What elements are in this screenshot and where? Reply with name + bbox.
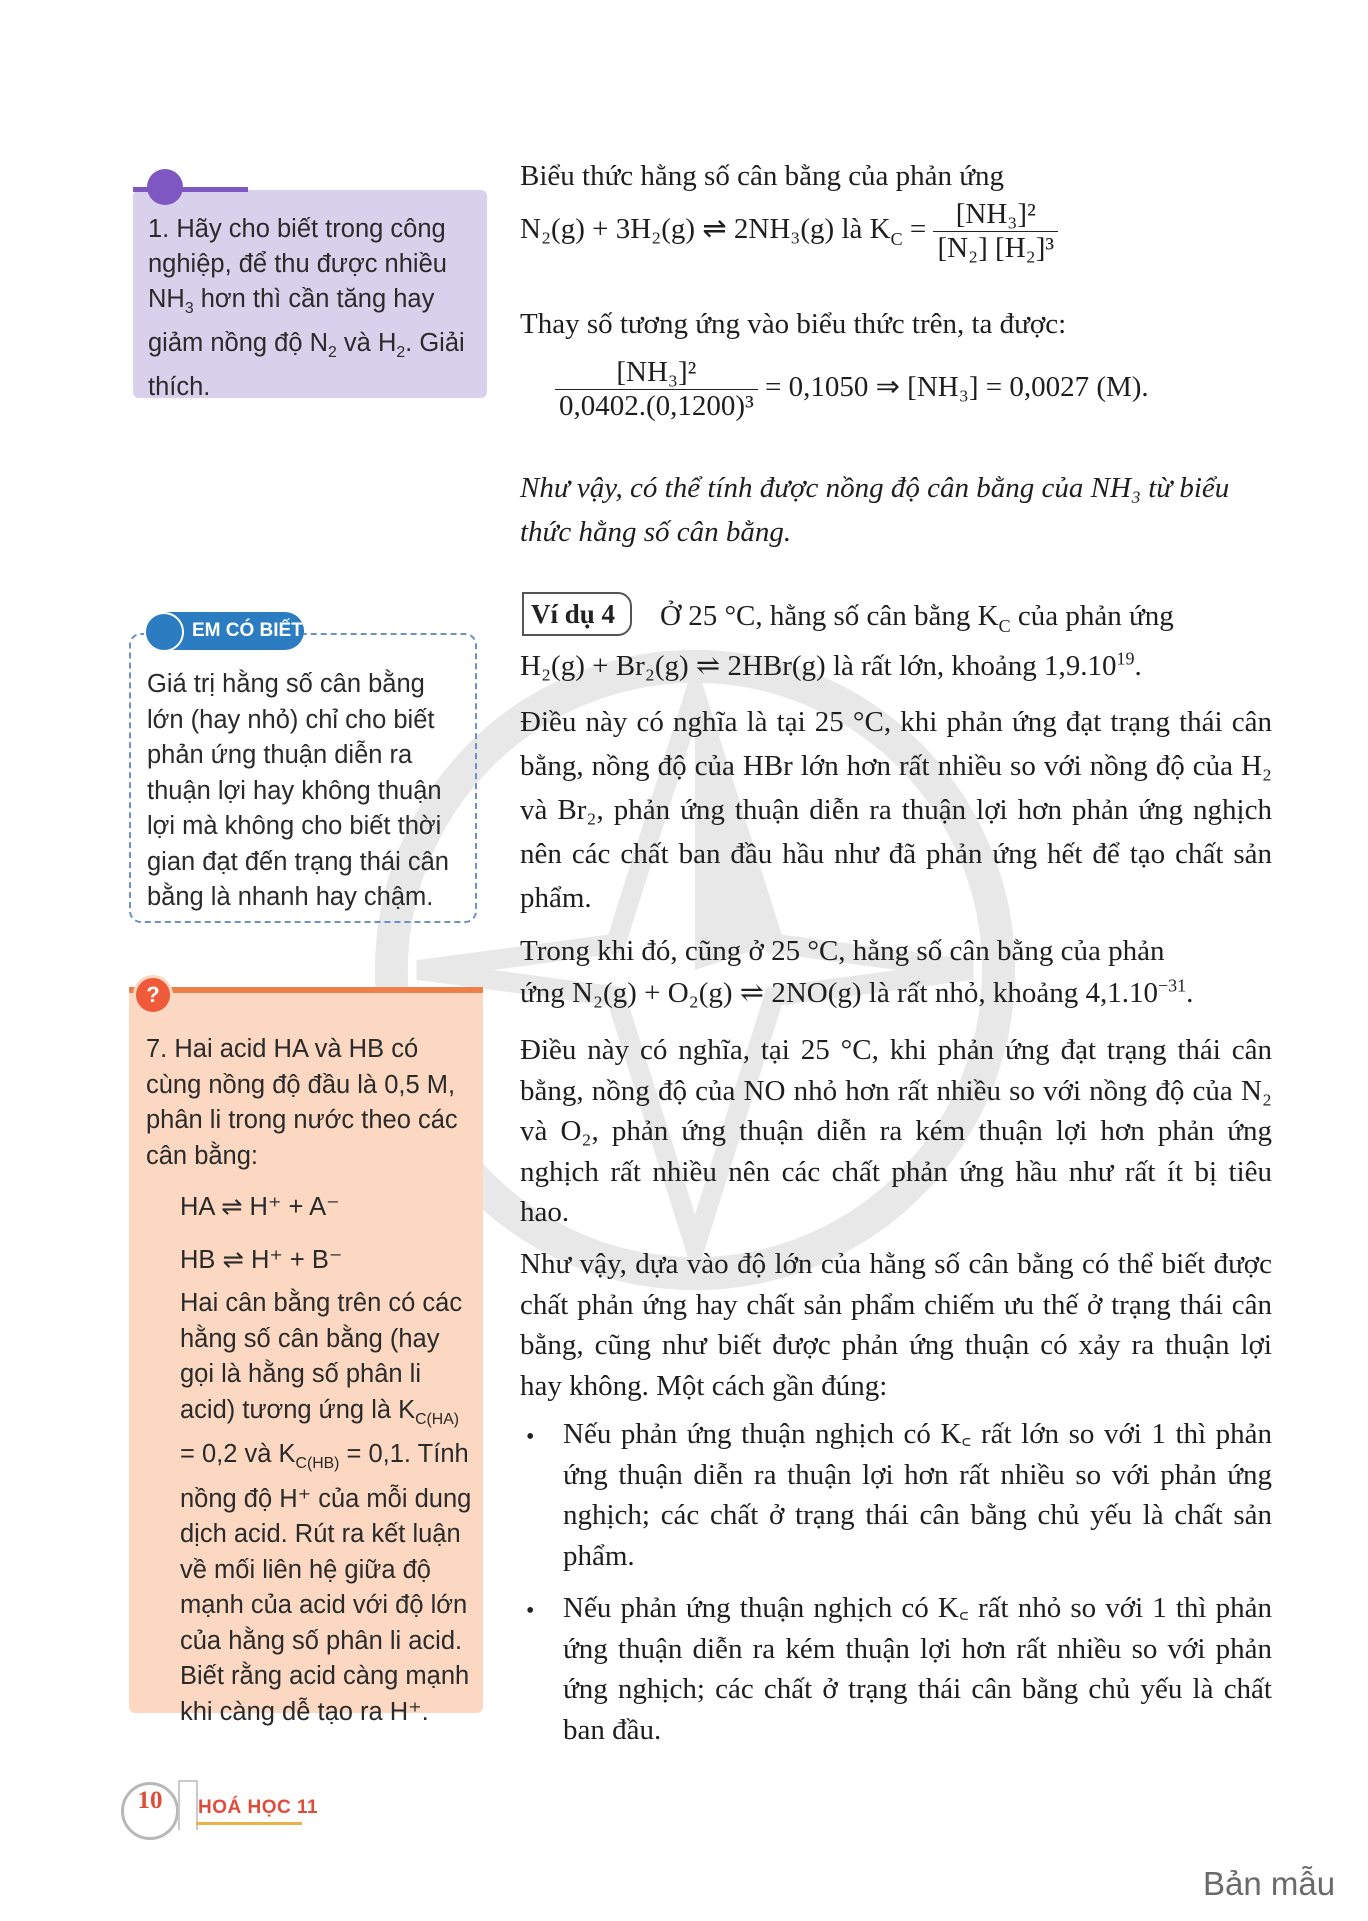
conclusion-text: Như vậy, có thể tính được nồng độ cân bằng của NH₃ từ biểu thức hằng số cân bằng. bbox=[520, 472, 1230, 548]
question-7-accent-line bbox=[129, 987, 483, 993]
atom-icon bbox=[144, 612, 184, 652]
flask-icon bbox=[178, 1780, 198, 1830]
bullet-2-marker: • bbox=[526, 1598, 535, 1624]
book-title: HOÁ HỌC 11 bbox=[198, 1797, 319, 1818]
did-you-know-text: Giá trị hằng số cân bằng lớn (hay nhỏ) chỉ cho biết phản ứng thuận diễn ra thuận lợi hay không thuận lợi mà không cho biết thời gian đạt đến trạng thái cân bằng là nhanh hay chậm. bbox=[147, 670, 449, 911]
example-4-line-1: Ở 25 °C, hằng số cân bằng $K_C$ của phản ứng bbox=[660, 600, 1174, 636]
paragraph-hbr: Điều này có nghĩa là tại 25 °C, khi phản ứng đạt trạng thái cân bằng, nồng độ của HBr lớn hơn rất nhiều so với nồng độ của H₂ và Br₂, phản ứng thuận diễn ra thuận lợi hơn phản ứng nghịch nên các chất ban đầu hầu như đã phản ứng hết để tạo chất sản phẩm. bbox=[520, 706, 1272, 914]
example-4-label: Ví dụ 4 bbox=[522, 592, 632, 636]
kc-expression: N₂(g) + 3H₂(g) ⇌ 2NH₃(g) là $K_C$ = $\frac{\text{[NH₃]²}}{\text{[N₂] [H₂]³}}$ bbox=[520, 198, 1272, 265]
bullet-2-text: Nếu phản ứng thuận nghịch có K꜀ rất nhỏ so với 1 thì phản ứng thuận diễn ra kém thuận lợi hơn rất nhiều so với phản ứng nghịch; các chất ở trạng thái cân bằng chủ yếu là chất ban đầu. bbox=[563, 1592, 1272, 1746]
paragraph-no-explanation: Điều này có nghĩa, tại 25 °C, khi phản ứng đạt trạng thái cân bằng, nồng độ của NO nhỏ hơn rất nhiều so với nồng độ của N₂ và O₂, phản ứng thuận diễn ra kém thuận lợi hơn phản ứng nghịch rất nhiều nên các chất phản ứng hầu như rất ít bị tiêu hao. bbox=[520, 1034, 1272, 1228]
question-1-text: 1. Hãy cho biết trong công nghiệp, để thu được nhiều $NH_3$ hơn thì cần tăng hay giảm nồng độ $N_2$ và $H_2$. Giải thích. bbox=[148, 215, 465, 402]
question-mark-icon: ? bbox=[133, 975, 173, 1015]
calculation: $\frac{\text{[NH₃]²}}{\text{0,0402.(0,1200)³}}$ = 0,1050 ⇒ [NH₃] = 0,0027 (M). bbox=[555, 356, 1275, 423]
paragraph-summary: Như vậy, dựa vào độ lớn của hằng số cân bằng có thể biết được chất phản ứng hay chất sản phẩm chiếm ưu thế ở trạng thái cân bằng, cũng như biết được phản ứng thuận có xảy ra thuận lợi hay không. Một cách gần đúng: bbox=[520, 1248, 1272, 1402]
paragraph-no-line-2: ứng N₂(g) + O₂(g) ⇌ 2NO(g) là rất nhỏ, khoảng $4,1.10^{-31}$. bbox=[520, 975, 1194, 1009]
example-4-line-2: H₂(g) + Br₂(g) ⇌ 2HBr(g) là rất lớn, khoảng 1,9.10$^{19}$. bbox=[520, 648, 1142, 682]
question-7-intro: 7. Hai acid HA và HB có cùng nồng độ đầu là 0,5 M, phân li trong nước theo các cân bằng: bbox=[146, 1035, 458, 1170]
footer-underline bbox=[196, 1822, 302, 1825]
bullet-1-marker: • bbox=[526, 1424, 535, 1450]
question-7-body: Hai cân bằng trên có các hằng số cân bằng (hay gọi là hằng số phân li acid) tương ứng là $K_{C(HA)} = 0,2$ và $K_{C(HB)} = 0,1$. Tính nồng độ H⁺ của mỗi dung dịch acid. Rút ra kết luận về mối liên hệ giữa độ mạnh của acid với độ lớn của hằng số phân li acid. Biết rằng acid càng mạnh khi càng dễ tạo ra H⁺. bbox=[180, 1289, 472, 1726]
paragraph-no-line-1: Trong khi đó, cũng ở 25 °C, hằng số cân bằng của phản bbox=[520, 935, 1165, 967]
kc-intro-line: Biểu thức hằng số cân bằng của phản ứng bbox=[520, 160, 1005, 192]
kc-fraction: $\frac{\text{[NH₃]²}}{\text{[N₂] [H₂]³}}$ bbox=[933, 198, 1058, 265]
question-7-equation-1: HA ⇌ H⁺ + A⁻ bbox=[180, 1193, 340, 1221]
did-you-know-badge: EM CÓ BIẾT bbox=[148, 612, 304, 650]
bullet-1-text: Nếu phản ứng thuận nghịch có K꜀ rất lớn so với 1 thì phản ứng thuận diễn ra thuận lợi hơn rất nhiều so với phản ứng nghịch; các chất ở trạng thái cân bằng chủ yếu là chất sản phẩm. bbox=[563, 1418, 1272, 1572]
sample-label: Bản mẫu bbox=[1203, 1865, 1336, 1902]
calculation-fraction: $\frac{\text{[NH₃]²}}{\text{0,0402.(0,1200)³}}$ bbox=[555, 356, 758, 423]
gear-icon bbox=[147, 169, 183, 205]
substitution-line: Thay số tương ứng vào biểu thức trên, ta được: bbox=[520, 308, 1067, 340]
question-7-equation-2: HB ⇌ H⁺ + B⁻ bbox=[180, 1246, 343, 1274]
page-number: 10 bbox=[137, 1787, 163, 1814]
